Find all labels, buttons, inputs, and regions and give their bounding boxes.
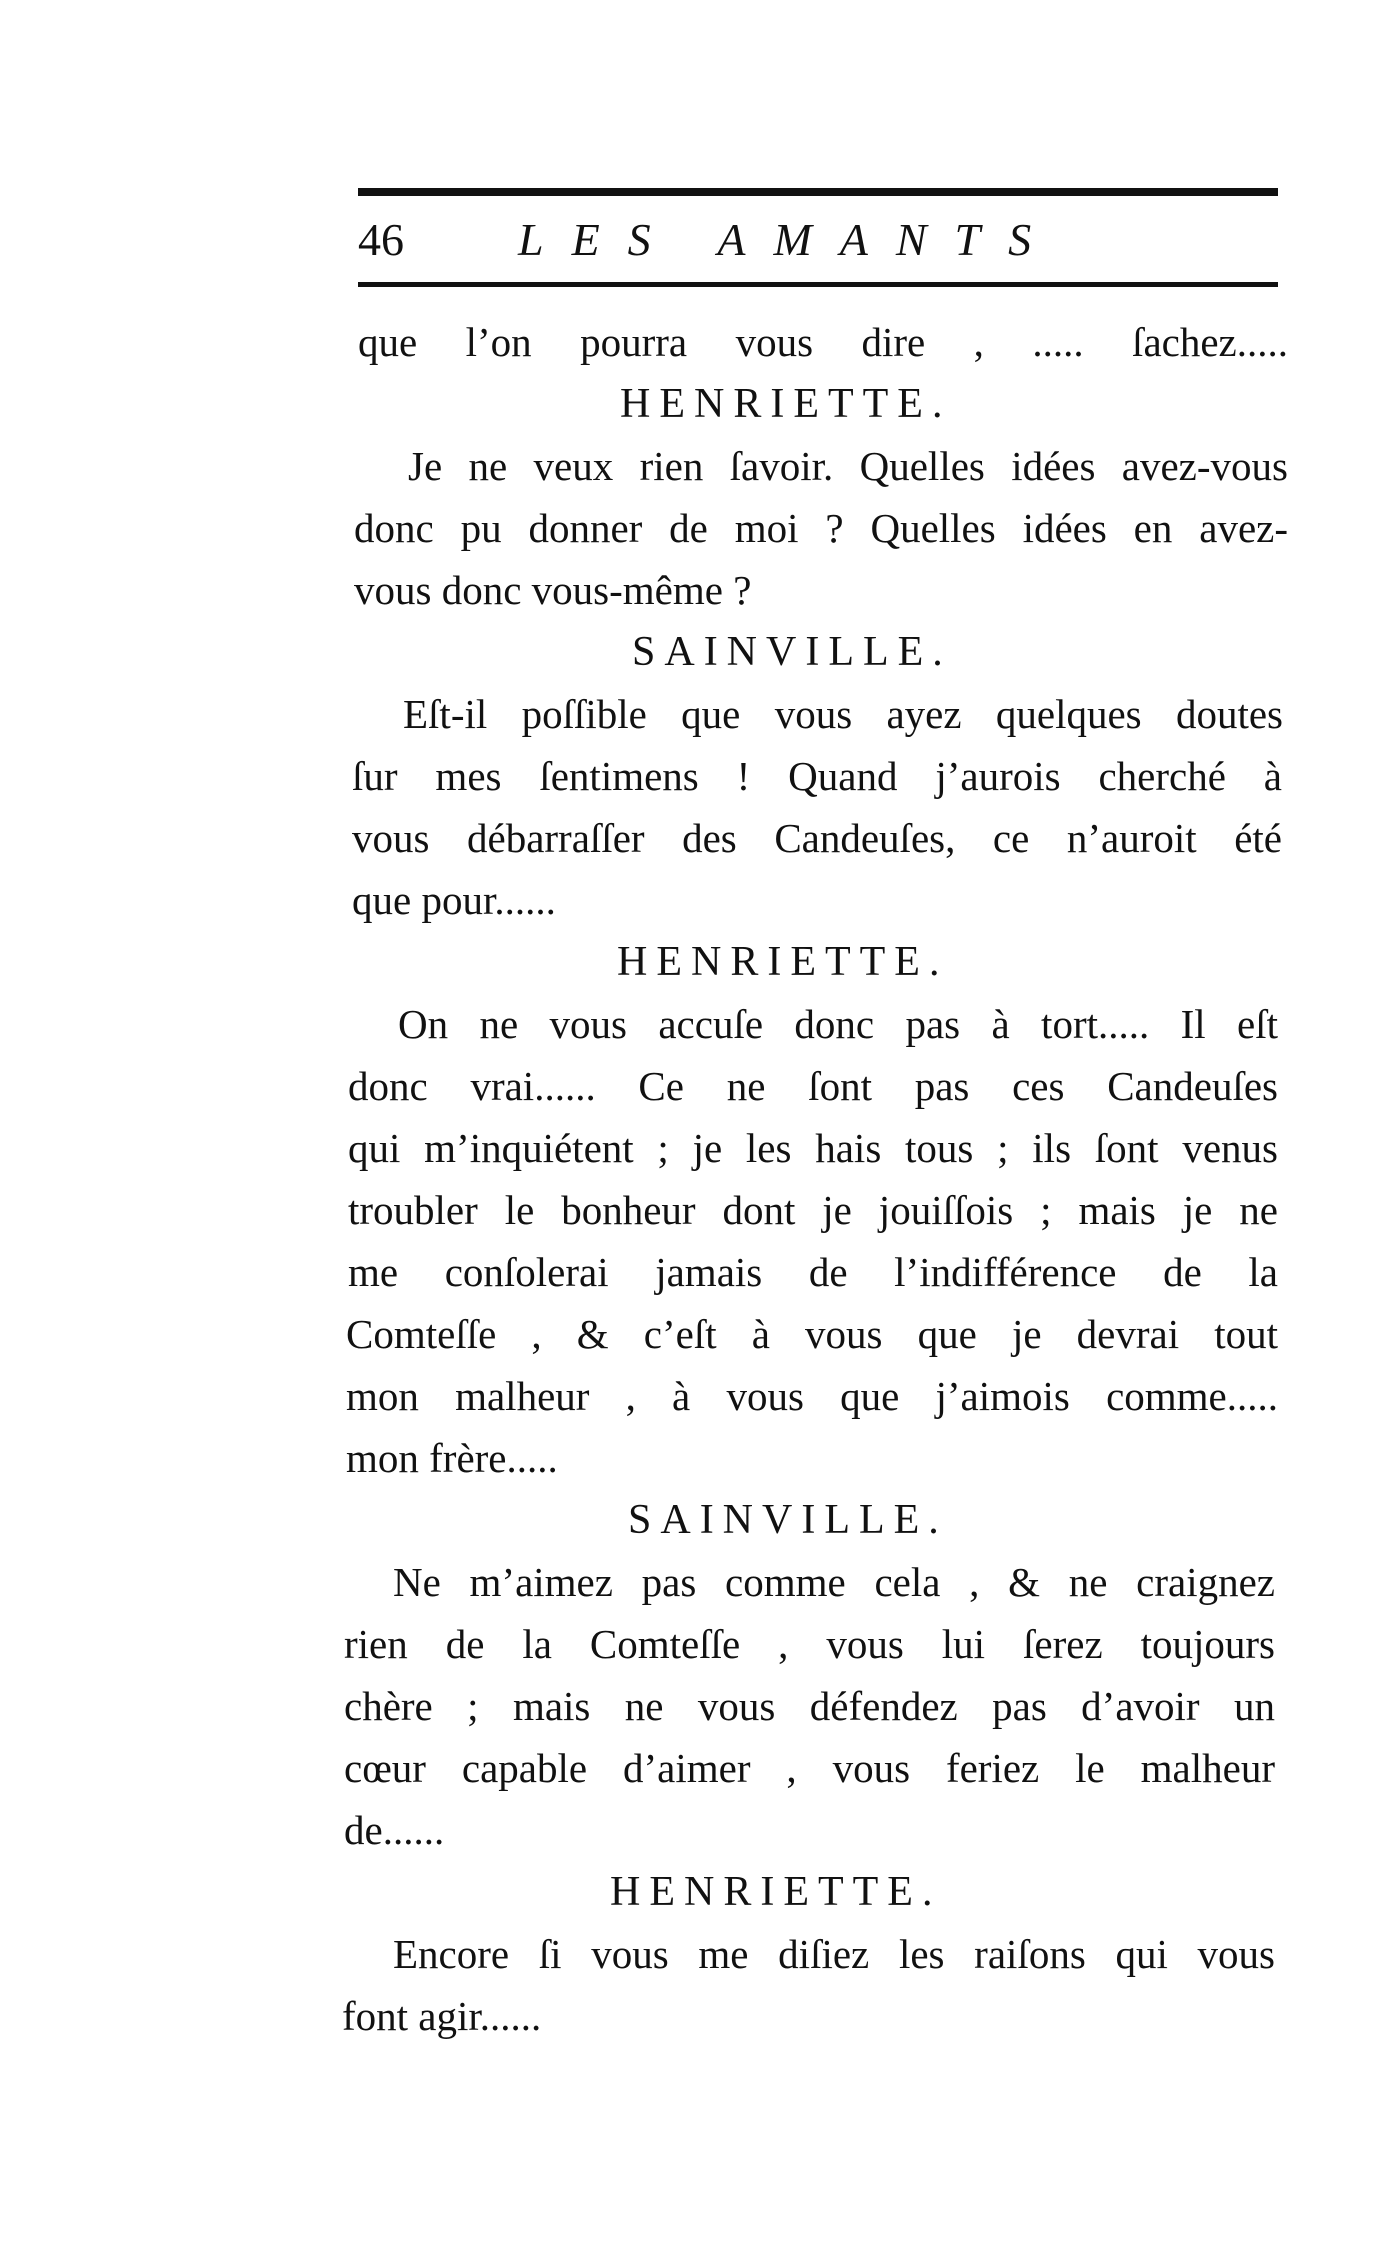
text-line: que l’on pourra vous dire , ..... ſachez..... bbox=[358, 319, 1288, 365]
text-line: vous débarraſſer des Candeuſes, ce n’auroit été bbox=[352, 815, 1282, 861]
speaker-name-sainville: SAINVILLE. bbox=[628, 1497, 948, 1543]
speaker-name-henriette: HENRIETTE. bbox=[620, 381, 952, 427]
text-line: ſur mes ſentimens ! Quand j’aurois cherché à bbox=[352, 753, 1282, 799]
text-line: me conſolerai jamais de l’indifférence de la bbox=[348, 1249, 1278, 1295]
running-head bbox=[358, 205, 1278, 275]
speaker-name-henriette: HENRIETTE. bbox=[617, 939, 949, 985]
text-line: qui m’inquiétent ; je les hais tous ; ils ſont venus bbox=[348, 1125, 1278, 1171]
text-line: mon frère..... bbox=[346, 1435, 558, 1481]
text-line: vous donc vous-même ? bbox=[354, 567, 752, 613]
text-line: font agir...... bbox=[342, 1993, 542, 2039]
text-line: rien de la Comteſſe , vous lui ſerez toujours bbox=[344, 1621, 1275, 1667]
text-line: Je ne veux rien ſavoir. Quelles idées avez-vous bbox=[408, 443, 1288, 489]
text-line: mon malheur , à vous que j’aimois comme..... bbox=[346, 1373, 1278, 1419]
text-line: Ne m’aimez pas comme cela , & ne craignez bbox=[393, 1559, 1275, 1605]
page-number: 46 bbox=[358, 214, 404, 265]
text-line: Eſt-il poſſible que vous ayez quelques doutes bbox=[403, 691, 1283, 737]
text-line: Comteſſe , & c’eſt à vous que je devrai tout bbox=[346, 1311, 1278, 1357]
text-line: donc pu donner de moi ? Quelles idées en avez- bbox=[354, 505, 1288, 551]
text-line: que pour...... bbox=[352, 877, 556, 923]
running-title: LES AMANTS bbox=[518, 214, 1060, 265]
text-line: de...... bbox=[344, 1807, 445, 1853]
text-line: On ne vous accuſe donc pas à tort..... Il eſt bbox=[398, 1001, 1278, 1047]
header-rule-top bbox=[358, 188, 1278, 196]
text-line: chère ; mais ne vous défendez pas d’avoir un bbox=[344, 1683, 1275, 1729]
text-line: troubler le bonheur dont je jouiſſois ; mais je ne bbox=[348, 1187, 1278, 1233]
speaker-name-henriette: HENRIETTE. bbox=[610, 1869, 942, 1915]
header-rule-bottom bbox=[358, 282, 1278, 287]
speaker-name-sainville: SAINVILLE. bbox=[632, 629, 952, 675]
text-line: cœur capable d’aimer , vous feriez le malheur bbox=[344, 1745, 1275, 1791]
text-line: donc vrai...... Ce ne ſont pas ces Candeuſes bbox=[348, 1063, 1278, 1109]
text-line: Encore ſi vous me diſiez les raiſons qui vous bbox=[393, 1931, 1275, 1977]
